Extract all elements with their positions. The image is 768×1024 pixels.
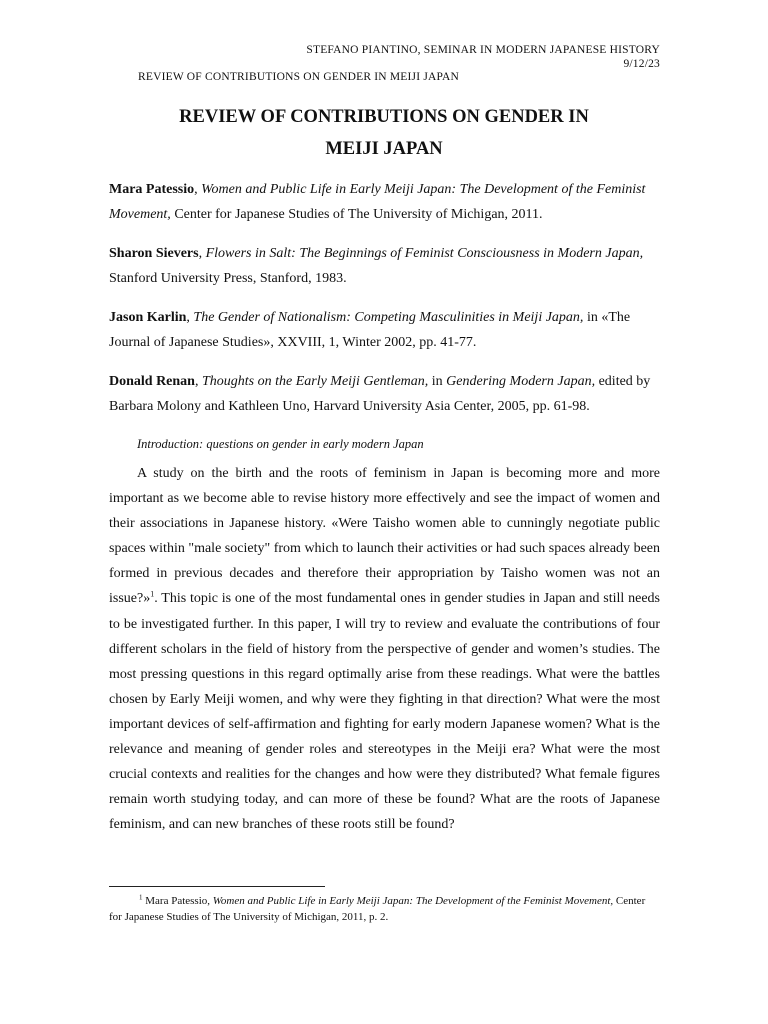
- footnote-divider: [109, 886, 325, 887]
- reference-separator: ,: [198, 246, 206, 261]
- header-running-title: REVIEW OF CONTRIBUTIONS ON GENDER IN MEIJI JAPAN: [138, 71, 460, 83]
- reference-author: Donald Renan: [109, 374, 195, 389]
- footnote-number: 1: [139, 893, 143, 902]
- header-author-seminar: STEFANO PIANTINO, SEMINAR IN MODERN JAPANESE HISTORY: [306, 44, 660, 56]
- reference-details: in «The Journal of Japanese Studies», XXVIII, 1, Winter 2002, pp. 41-77.: [109, 310, 631, 350]
- reference-item: [109, 241, 660, 291]
- reference-separator: ,: [194, 374, 202, 389]
- reference-separator: ,: [194, 182, 202, 197]
- footnote-work-title: Women and Public Life in Early Meiji Japan: The Development of the Feminist Movement,: [212, 895, 614, 907]
- title-line-1: REVIEW OF CONTRIBUTIONS ON GENDER IN: [179, 107, 589, 127]
- paragraph-text-a: A study on the birth and the roots of feminism in Japan is becoming more and more important as we become able to revise history more effectively and see the impact of women and their associations in Japanese history. «Were Taisho women able to cunningly negotiate public spaces within "male society" from which to launch their activities or had such spaces already been formed in previous decades and therefore their appropriation by Taisho women was not an issue?»: [109, 466, 660, 607]
- page-header-right: [306, 43, 660, 71]
- reference-connector: in: [428, 374, 447, 389]
- reference-work-title: Thoughts on the Early Meiji Gentleman,: [201, 374, 429, 389]
- reference-details: Stanford University Press, Stanford, 1983.: [109, 271, 347, 286]
- paragraph-text-b: . This topic is one of the most fundamental ones in gender studies in Japan and still needs to be investigated further. In this paper, I will try to review and evaluate the contributions of four different scholars in the field of history from the perspective of gender and women’s studies. The most pressing questions in this regard optimally arise from these readings. What were the battles chosen by Early Meiji women, and why were they fighting in that direction? What were the most important devices of self-affirmation and fighting for early modern Japanese women? What is the relevance and meaning of gender roles and stereotypes in the Meiji era? What were the most crucial contexts and realities for the changes and how were they distributed? What female figures remain worth studying today, and can more of these be found? What are the roots of Japanese feminism, and can new branches of these roots still be found?: [109, 591, 660, 833]
- reference-author: Jason Karlin: [109, 310, 187, 325]
- reference-list: [109, 177, 660, 433]
- reference-item: [109, 305, 660, 355]
- reference-item: [109, 369, 660, 419]
- section-heading: Introduction: questions on gender in early modern Japan: [137, 437, 424, 451]
- header-date: 9/12/23: [623, 58, 660, 70]
- reference-work-title: Flowers in Salt: The Beginnings of Feminist Consciousness in Modern Japan,: [205, 246, 644, 261]
- footnote-details: Center for Japanese Studies of The University of Michigan, 2011, p. 2.: [109, 895, 646, 923]
- footnote-pre: Mara Patessio,: [142, 895, 213, 907]
- reference-details: Center for Japanese Studies of The University of Michigan, 2011.: [170, 207, 543, 222]
- reference-separator: ,: [186, 310, 194, 325]
- reference-work-title: The Gender of Nationalism: Competing Masculinities in Meiji Japan,: [193, 310, 584, 325]
- reference-item: [109, 177, 660, 227]
- footnote: [109, 893, 660, 925]
- reference-book-title: Gendering Modern Japan,: [446, 374, 596, 389]
- footnote-reference[interactable]: 1: [150, 589, 155, 599]
- reference-author: Mara Patessio: [109, 182, 195, 197]
- document-title: [108, 101, 660, 165]
- introduction-paragraph: [109, 461, 660, 837]
- title-line-2: MEIJI JAPAN: [325, 139, 443, 159]
- reference-work-title: Women and Public Life in Early Meiji Japan: The Development of the Feminist Movement,: [109, 182, 646, 222]
- reference-author: Sharon Sievers: [109, 246, 199, 261]
- reference-details: edited by Barbara Molony and Kathleen Uno, Harvard University Asia Center, 2005, pp. 61-98.: [109, 374, 651, 414]
